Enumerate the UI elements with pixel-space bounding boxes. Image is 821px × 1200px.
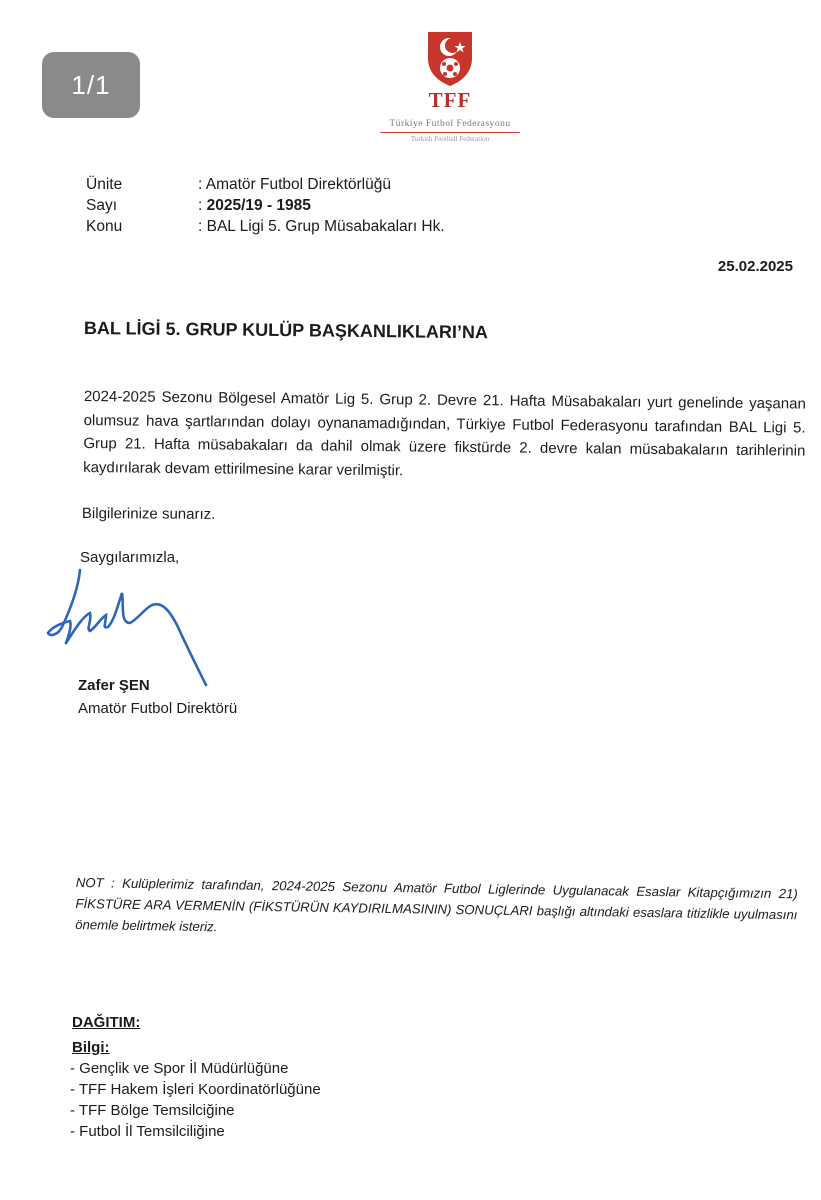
sayi-value: 2025/19 - 1985 <box>206 197 311 214</box>
unite-value: : Amatör Futbol Direktörlüğü <box>198 176 391 193</box>
list-item: - TFF Hakem İşleri Koordinatörlüğüne <box>70 1081 321 1098</box>
federation-subline: Turkish Football Federation <box>410 135 490 143</box>
konu-label: Konu <box>86 218 123 235</box>
meta-row-unite <box>86 174 445 195</box>
tff-logo-icon <box>424 28 476 88</box>
distribution-subtitle: Bilgi: <box>72 1039 110 1056</box>
document-meta <box>86 174 445 237</box>
konu-value: : BAL Ligi 5. Grup Müsabakaları Hk. <box>198 218 445 235</box>
letterhead-divider <box>380 132 520 133</box>
federation-name: Türkiye Futbol Federasyonu <box>389 119 511 129</box>
sayi-colon: : <box>198 197 207 214</box>
signer-name: Zafer ŞEN <box>78 677 150 694</box>
handwritten-signature <box>40 565 220 690</box>
list-item: - TFF Bölge Temsilciğine <box>70 1102 235 1119</box>
closing-line: Bilgilerinize sunarız. <box>81 505 216 523</box>
regards-line: Saygılarımızla, <box>80 549 180 566</box>
logo-wordmark: TFF <box>428 88 472 112</box>
distribution-list <box>72 1012 321 1142</box>
list-item: - Futbol İl Temsilciliğine <box>70 1123 225 1140</box>
letterhead <box>360 28 540 143</box>
signer-title: Amatör Futbol Direktörü <box>78 700 238 717</box>
meta-row-konu <box>86 216 445 237</box>
distribution-title: DAĞITIM: <box>72 1014 141 1031</box>
page-indicator-badge[interactable]: 1/1 <box>42 52 140 118</box>
note-paragraph: NOT : Kulüplerimiz tarafından, 2024-2025 Sezonu Amatör Futbol Liglerinde Uygulanacak Esaslar Kitapçığımızın 21) FİKSTÜRE ARA VERMENİN (FİKSTÜRÜN KAYDIRILMASININ) SONUÇLARI başlığı altındaki esaslara titizlikle uyulmasını önemle belirtmek isteriz. <box>75 874 798 935</box>
addressee-heading: BAL LİGİ 5. GRUP KULÜP BAŞKANLIKLARI’NA <box>83 318 489 343</box>
meta-row-sayi <box>86 195 445 216</box>
body-paragraph: 2024-2025 Sezonu Bölgesel Amatör Lig 5. Grup 2. Devre 21. Hafta Müsabakaları yurt genelinde yaşanan olumsuz hava şartlarından dolayı oynanamadığından, Türkiye Futbol Federasyonu tarafından BAL Ligi 5. Grup 21. Hafta müsabakaları da dahil olmak üzere fikstürde 2. devre kalan müsabakaların tarihlerinin kaydırılarak devam ettirilmesine karar verilmiştir. <box>83 387 806 479</box>
list-item: - Gençlik ve Spor İl Müdürlüğüne <box>70 1060 289 1077</box>
unite-label: Ünite <box>86 176 123 193</box>
sayi-label: Sayı <box>86 197 118 214</box>
document-date: 25.02.2025 <box>717 258 793 275</box>
